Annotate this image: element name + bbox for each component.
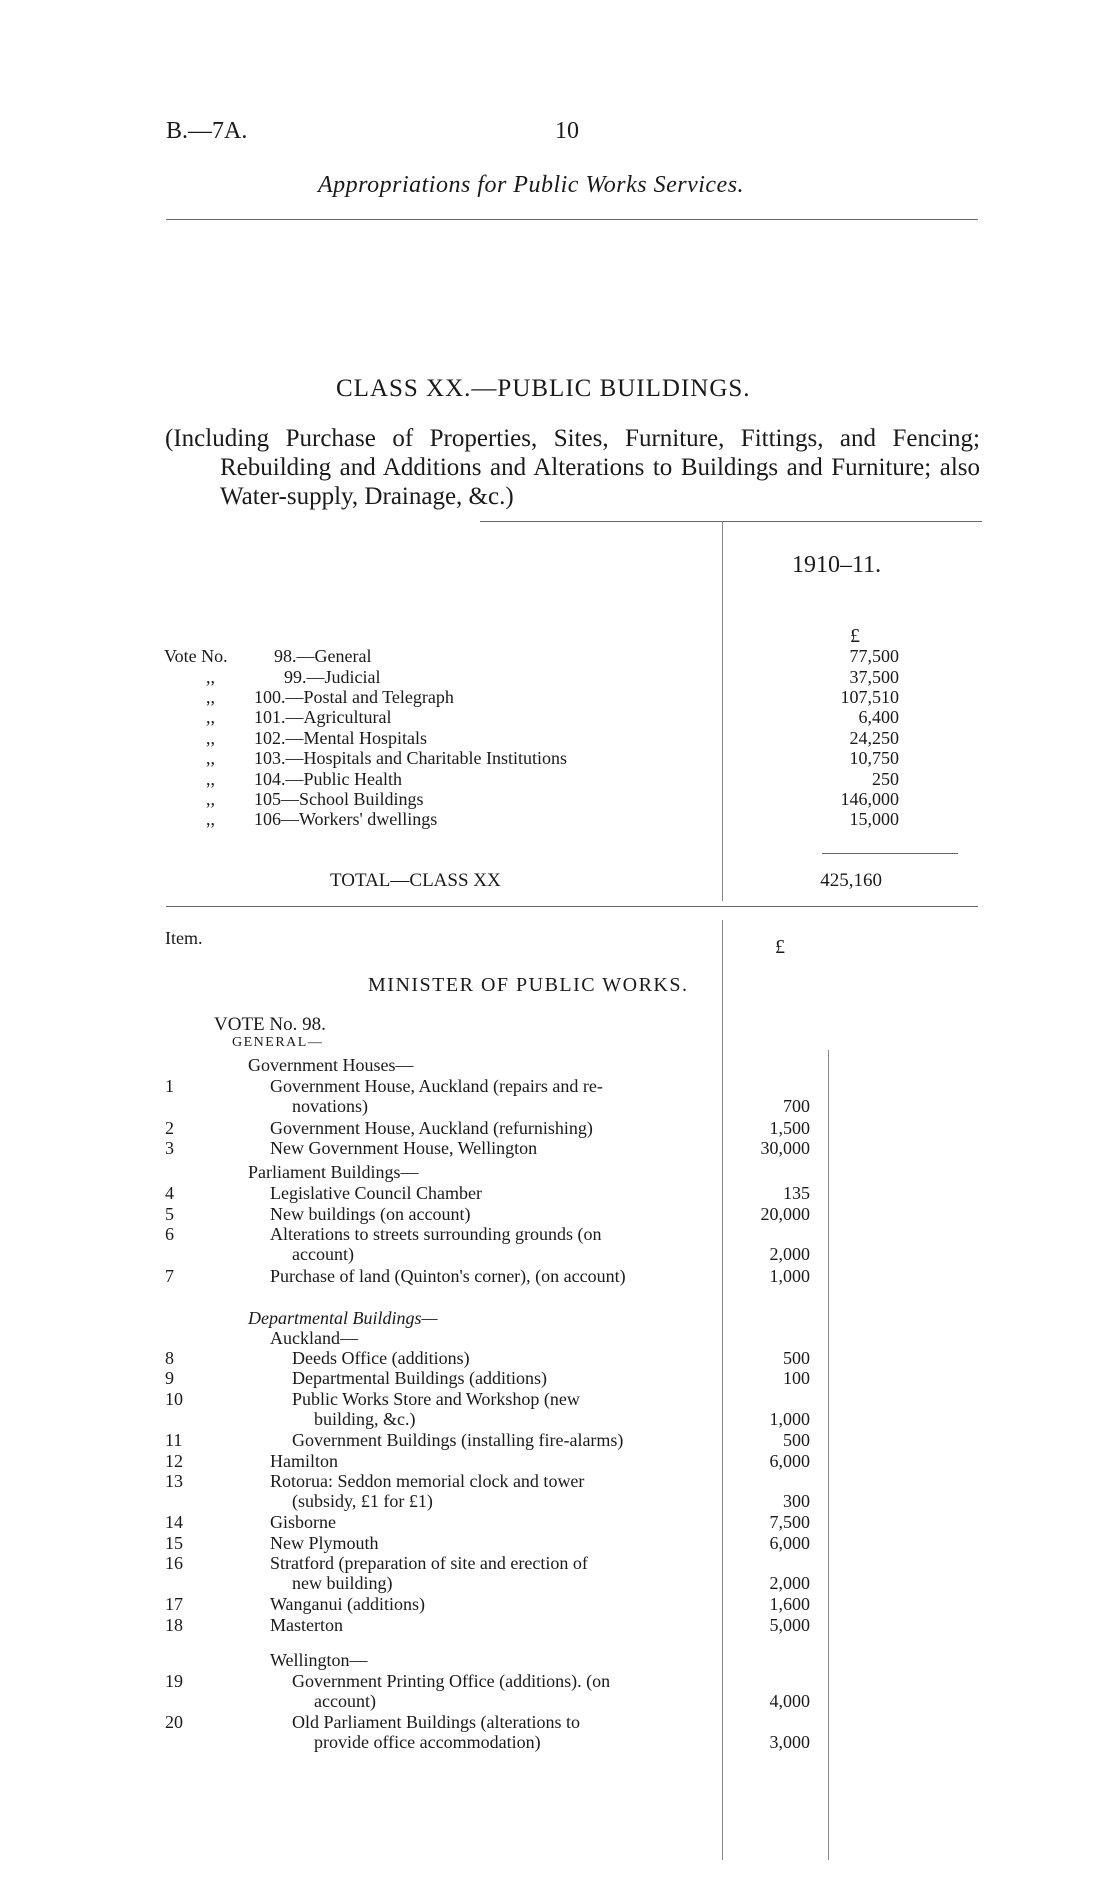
vote-row	[164, 687, 984, 707]
page-number: 10	[555, 118, 579, 144]
vote-amount: 10,750	[849, 748, 899, 768]
total-rule	[822, 853, 958, 854]
item-number: 14	[165, 1512, 183, 1532]
item-description: provide office accommodation)	[314, 1732, 541, 1752]
item-description: New Plymouth	[270, 1533, 379, 1553]
vote-label: 104.—Public Health	[254, 769, 402, 789]
item-description: Government House, Auckland (repairs and re-	[270, 1076, 603, 1096]
vote-prefix: ,,	[206, 667, 215, 687]
item-number: 7	[165, 1266, 174, 1286]
wellington-heading: Wellington—	[270, 1650, 368, 1670]
item-description: Masterton	[270, 1615, 343, 1635]
item-amount: 700	[783, 1096, 810, 1116]
vote-row	[164, 646, 984, 666]
item-description: New buildings (on account)	[270, 1204, 471, 1224]
government-houses-heading: Government Houses—	[248, 1055, 414, 1075]
item-number: 17	[165, 1594, 183, 1614]
item-description: account)	[314, 1691, 376, 1711]
item-row	[165, 1451, 825, 1471]
vote-prefix: ,,	[206, 687, 215, 707]
vote-amount: 37,500	[849, 667, 899, 687]
minister-heading: MINISTER OF PUBLIC WORKS.	[368, 974, 689, 996]
item-number: 20	[165, 1712, 183, 1732]
class-description: (Including Purchase of Properties, Sites, Furniture, Fittings, and Fencing; Rebuilding and Additions and Alterations to Buildings and Furniture; also Water-supply, Drainage, &c.)	[165, 425, 980, 510]
item-number: 11	[165, 1430, 183, 1450]
item-description: Legislative Council Chamber	[270, 1183, 482, 1203]
item-row	[165, 1224, 825, 1264]
vote-amount: 107,510	[840, 687, 899, 707]
vote-label: 100.—Postal and Telegraph	[254, 687, 454, 707]
vote-amount: 77,500	[849, 646, 899, 666]
item-number: 3	[165, 1138, 174, 1158]
vote-prefix: ,,	[206, 769, 215, 789]
item-description: New Government House, Wellington	[270, 1138, 538, 1158]
item-amount: 3,000	[769, 1732, 810, 1752]
item-row	[165, 1389, 825, 1429]
item-row	[165, 1553, 825, 1593]
item-amount: 1,000	[769, 1409, 810, 1429]
item-row	[165, 1712, 825, 1752]
item-row	[165, 1671, 825, 1711]
vote-row	[164, 789, 984, 809]
detail-currency: £	[775, 936, 785, 958]
item-description: Stratford (preparation of site and erection of	[270, 1553, 588, 1573]
item-description: Alterations to streets surrounding grounds (on	[270, 1224, 602, 1244]
item-description: Government Printing Office (additions). (on	[292, 1671, 611, 1691]
document-reference: B.—7A.	[166, 118, 248, 144]
item-number: 4	[165, 1183, 174, 1203]
item-row	[165, 1183, 825, 1203]
vote-amount: 146,000	[840, 789, 899, 809]
item-row	[165, 1615, 825, 1635]
item-number: 12	[165, 1451, 183, 1471]
item-row	[165, 1076, 825, 1116]
item-row	[165, 1118, 825, 1138]
vote-row	[164, 769, 984, 789]
item-number: 1	[165, 1076, 174, 1096]
item-number: 16	[165, 1553, 183, 1573]
item-amount: 1,600	[769, 1594, 810, 1614]
item-description: Departmental Buildings (additions)	[292, 1368, 547, 1388]
item-description: account)	[292, 1244, 354, 1264]
item-row	[165, 1368, 825, 1388]
vote-label: 102.—Mental Hospitals	[254, 728, 427, 748]
vote-label: 105—School Buildings	[254, 789, 424, 809]
vote-prefix: ,,	[206, 707, 215, 727]
item-amount: 5,000	[769, 1615, 810, 1635]
total-amount: 425,160	[820, 870, 882, 891]
vote-label: 101.—Agricultural	[254, 707, 392, 727]
vote-label: 98.—General	[274, 646, 372, 666]
item-description: Public Works Store and Workshop (new	[292, 1389, 580, 1409]
summary-currency: £	[850, 625, 860, 647]
item-number: 10	[165, 1389, 183, 1409]
item-number: 15	[165, 1533, 183, 1553]
vote-label: 106—Workers' dwellings	[254, 809, 438, 829]
item-number: 9	[165, 1368, 174, 1388]
total-label: TOTAL—CLASS XX	[330, 870, 501, 891]
item-number: 13	[165, 1471, 183, 1491]
item-row	[165, 1533, 825, 1553]
item-amount: 100	[783, 1368, 810, 1388]
item-row	[165, 1471, 825, 1511]
item-description: new building)	[292, 1573, 393, 1593]
item-amount: 20,000	[760, 1204, 810, 1224]
item-row	[165, 1348, 825, 1368]
item-row	[165, 1266, 825, 1286]
item-row	[165, 1594, 825, 1614]
item-description: Old Parliament Buildings (alterations to	[292, 1712, 580, 1732]
item-amount: 6,000	[769, 1451, 810, 1471]
item-number: 8	[165, 1348, 174, 1368]
item-description: Gisborne	[270, 1512, 336, 1532]
item-amount: 300	[783, 1491, 810, 1511]
item-description: Rotorua: Seddon memorial clock and tower	[270, 1471, 585, 1491]
item-number: 18	[165, 1615, 183, 1635]
item-description: Wanganui (additions)	[270, 1594, 426, 1614]
vote-heading: VOTE No. 98.	[214, 1014, 326, 1035]
general-heading: GENERAL—	[232, 1035, 324, 1050]
item-number: 6	[165, 1224, 174, 1244]
vote-prefix: ,,	[206, 728, 215, 748]
vote-amount: 6,400	[858, 707, 899, 727]
vote-label: 103.—Hospitals and Charitable Institutions	[254, 748, 567, 768]
vote-prefix: ,,	[206, 748, 215, 768]
vote-amount: 250	[872, 769, 899, 789]
item-description: Government Buildings (installing fire-alarms)	[292, 1430, 624, 1450]
item-number: 19	[165, 1671, 183, 1691]
item-row	[165, 1430, 825, 1450]
item-amount: 6,000	[769, 1533, 810, 1553]
vote-prefix: ,,	[206, 809, 215, 829]
item-number: 5	[165, 1204, 174, 1224]
vote-row	[164, 809, 984, 829]
item-description: novations)	[292, 1096, 368, 1116]
item-description: Deeds Office (additions)	[292, 1348, 470, 1368]
item-row	[165, 1204, 825, 1224]
year-heading: 1910–11.	[792, 552, 882, 578]
vote-amount: 24,250	[849, 728, 899, 748]
item-row	[165, 1138, 825, 1158]
item-row	[165, 1512, 825, 1532]
item-amount: 2,000	[769, 1244, 810, 1264]
vote-row	[164, 707, 984, 727]
vote-row	[164, 748, 984, 768]
vote-prefix: Vote No.	[164, 646, 228, 666]
summary-bottom-rule	[166, 906, 978, 907]
vote-row	[164, 728, 984, 748]
vote-amount: 15,000	[849, 809, 899, 829]
header-rule	[166, 219, 978, 220]
item-description: Government House, Auckland (refurnishing)	[270, 1118, 593, 1138]
item-description: (subsidy, £1 for £1)	[292, 1491, 433, 1511]
class-title: CLASS XX.—PUBLIC BUILDINGS.	[336, 375, 751, 402]
item-description: building, &c.)	[314, 1409, 416, 1429]
detail-amount-rule	[828, 1050, 829, 1860]
vote-row	[164, 667, 984, 687]
item-column-header: Item.	[165, 928, 203, 948]
vote-prefix: ,,	[206, 789, 215, 809]
vote-label: 99.—Judicial	[284, 667, 381, 687]
item-amount: 4,000	[769, 1691, 810, 1711]
item-amount: 135	[783, 1183, 810, 1203]
summary-top-rule	[480, 521, 982, 522]
item-description: Purchase of land (Quinton's corner), (on account)	[270, 1266, 626, 1286]
item-amount: 500	[783, 1348, 810, 1368]
page-subtitle: Appropriations for Public Works Services.	[318, 172, 745, 198]
departmental-buildings-heading: Departmental Buildings—	[248, 1308, 438, 1328]
item-amount: 30,000	[760, 1138, 810, 1158]
item-amount: 7,500	[769, 1512, 810, 1532]
item-description: Hamilton	[270, 1451, 338, 1471]
item-amount: 1,500	[769, 1118, 810, 1138]
item-number: 2	[165, 1118, 174, 1138]
parliament-buildings-heading: Parliament Buildings—	[248, 1162, 419, 1182]
item-amount: 2,000	[769, 1573, 810, 1593]
item-amount: 1,000	[769, 1266, 810, 1286]
auckland-heading: Auckland—	[270, 1328, 358, 1348]
item-amount: 500	[783, 1430, 810, 1450]
